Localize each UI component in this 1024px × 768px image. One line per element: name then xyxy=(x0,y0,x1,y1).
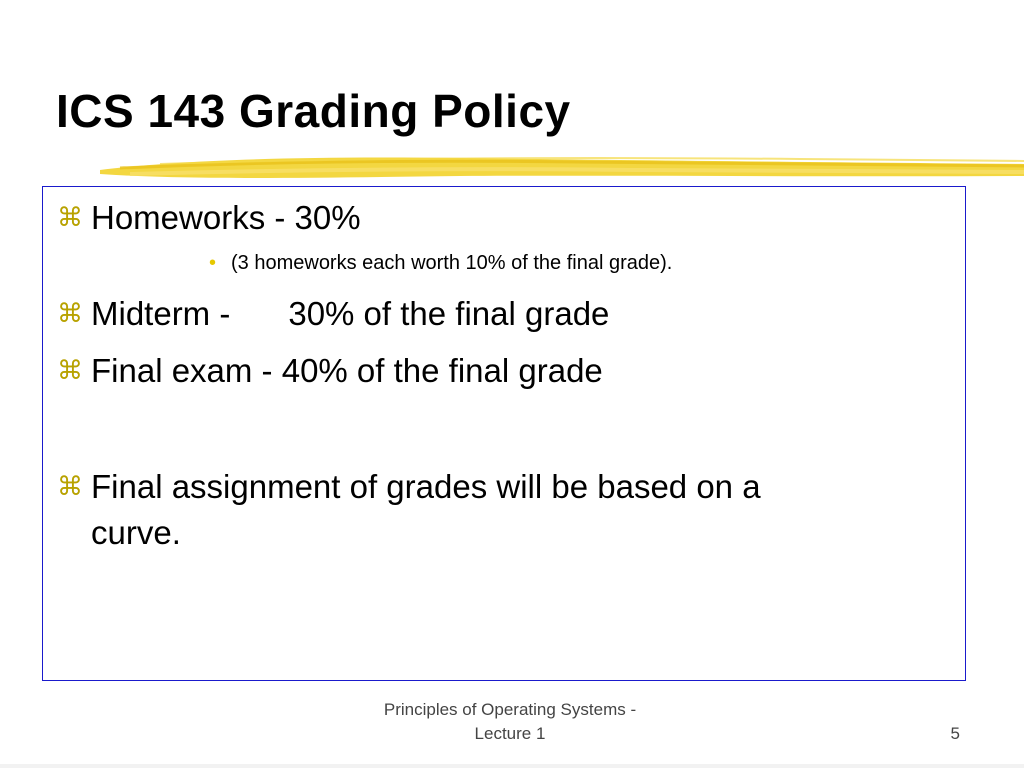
bullet-homeworks xyxy=(57,195,361,241)
content-box xyxy=(42,186,966,681)
slide-page-number: 5 xyxy=(950,724,960,743)
command-key-icon: ⌘ xyxy=(57,299,83,329)
bullet-text: Final exam - 40% of the final grade xyxy=(91,352,603,389)
slide-title: ICS 143 Grading Policy xyxy=(56,85,571,137)
bullet-final-assignment-continuation: curve. xyxy=(91,514,181,551)
bullet-text-value: 30% of the final grade xyxy=(288,295,610,332)
bullet-text: Final assignment of grades will be based on a xyxy=(91,468,761,505)
command-key-icon: ⌘ xyxy=(57,472,83,502)
bullet-midterm xyxy=(57,291,609,337)
sub-bullet-text: (3 homeworks each worth 10% of the final grade). xyxy=(231,252,673,274)
bullet-text: Midterm - xyxy=(91,295,231,332)
command-key-icon: ⌘ xyxy=(57,356,83,386)
command-key-icon: ⌘ xyxy=(57,203,83,233)
bullet-dot-icon: • xyxy=(209,252,217,274)
footer-course-title xyxy=(340,698,680,746)
bullet-final-assignment xyxy=(57,464,761,510)
bottom-divider xyxy=(0,764,1024,768)
bullet-final-exam xyxy=(57,348,603,394)
sub-bullet-homeworks xyxy=(209,249,672,277)
bullet-text: Homeworks - 30% xyxy=(91,199,361,236)
title-underline-brush xyxy=(100,150,1024,186)
footer-line-2: Lecture 1 xyxy=(474,724,546,743)
footer-line-1: Principles of Operating Systems - xyxy=(383,700,637,719)
